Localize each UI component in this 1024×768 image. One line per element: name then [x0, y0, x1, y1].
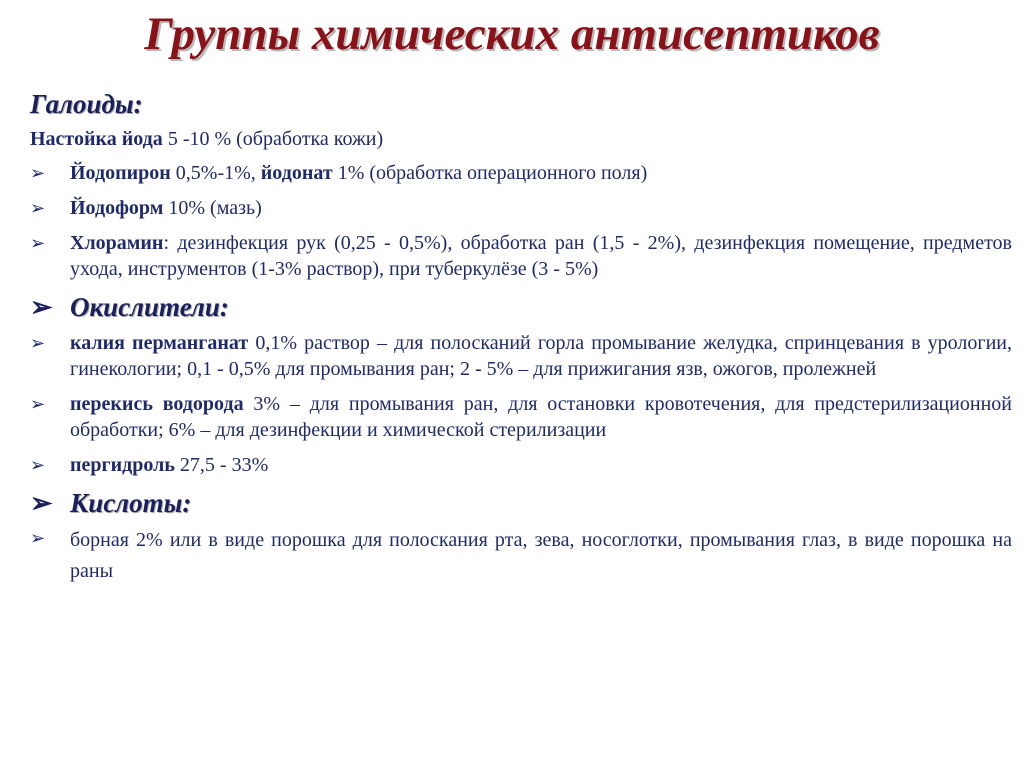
iodonate-text: 1% (обработка операционного поля) [332, 162, 648, 185]
slide-title: Группы химических антисептиков [144, 8, 880, 60]
term-iodine-tincture: Настойка йода [30, 128, 163, 151]
arrow-bullet-icon: ➢ [30, 454, 46, 475]
term-iodoform: Йодоформ [70, 197, 164, 220]
item-text [70, 195, 1012, 221]
slide-content [30, 82, 1012, 596]
arrow-bullet-icon: ➢ [30, 332, 46, 353]
hydrogen-peroxide-text: 3% – для промывания ран, для остановки кровотечения, для предстерилизационной обработки; 6% – для дезинфекции и химической стерилизации [70, 392, 1012, 441]
section-heading-halogens: Галоиды: [30, 89, 143, 119]
term-iodopyrone: Йодопирон [70, 162, 171, 185]
iodine-tincture-line [30, 126, 1012, 152]
arrow-bullet-icon: ➢ [30, 528, 46, 549]
term-perhydrol: пергидроль [70, 453, 175, 476]
item-text [70, 230, 1012, 282]
list-item-potassium-permanganate [30, 330, 1012, 382]
section-heading-acids [30, 487, 1012, 519]
iodine-tincture-text: 5 -10 % (обработка кожи) [162, 128, 384, 151]
list-item-hydrogen-peroxide [30, 391, 1012, 443]
term-iodonate: йодонат [260, 162, 333, 185]
arrow-bullet-icon: ➢ [30, 292, 53, 323]
term-potassium-permanganate: калия перманганат [70, 331, 249, 354]
section-heading-label: Кислоты: [70, 487, 192, 518]
list-item-chloramine [30, 230, 1012, 282]
arrow-bullet-icon: ➢ [30, 233, 46, 254]
arrow-bullet-icon: ➢ [30, 487, 53, 518]
list-item-iodoform [30, 195, 1012, 221]
list-item-perhydrol [30, 452, 1012, 478]
list-item-boric-acid [30, 525, 1012, 587]
item-text [70, 160, 1012, 186]
boric-acid-text: борная 2% или в виде порошка для полоскания рта, зева, носоглотки, промывания глаз, в виде порошка на раны [70, 529, 1012, 583]
chloramine-text: : дезинфекция рук (0,25 - 0,5%), обработка ран (1,5 - 2%), дезинфекция помещение, предметов ухода, инструментов (1-3% раствор), при туберкулёзе (3 - 5%) [70, 232, 1012, 281]
arrow-bullet-icon: ➢ [30, 198, 46, 219]
list-item-iodopyrone [30, 160, 1012, 186]
arrow-bullet-icon: ➢ [30, 393, 46, 414]
perhydrol-text: 27,5 - 33% [174, 453, 269, 476]
term-chloramine: Хлорамин [70, 232, 164, 255]
potassium-permanganate-text: 0,1% раствор – для полосканий горла промывание желудка, спринцевания в урологии, гинекологии; 0,1 - 0,5% для промывания ран; 2 - 5% – для прижигания язв, ожогов, пролежней [70, 331, 1013, 380]
item-text [70, 391, 1012, 443]
section-heading-oxidizers [30, 291, 1012, 323]
iodopyrone-text: 0,5%-1%, [170, 162, 261, 185]
iodoform-text: 10% (мазь) [163, 197, 262, 220]
item-text [70, 330, 1012, 382]
arrow-bullet-icon: ➢ [30, 163, 46, 184]
section-heading-label: Окислители: [70, 292, 229, 323]
term-hydrogen-peroxide: перекись водорода [70, 392, 244, 415]
item-text [70, 452, 1012, 478]
